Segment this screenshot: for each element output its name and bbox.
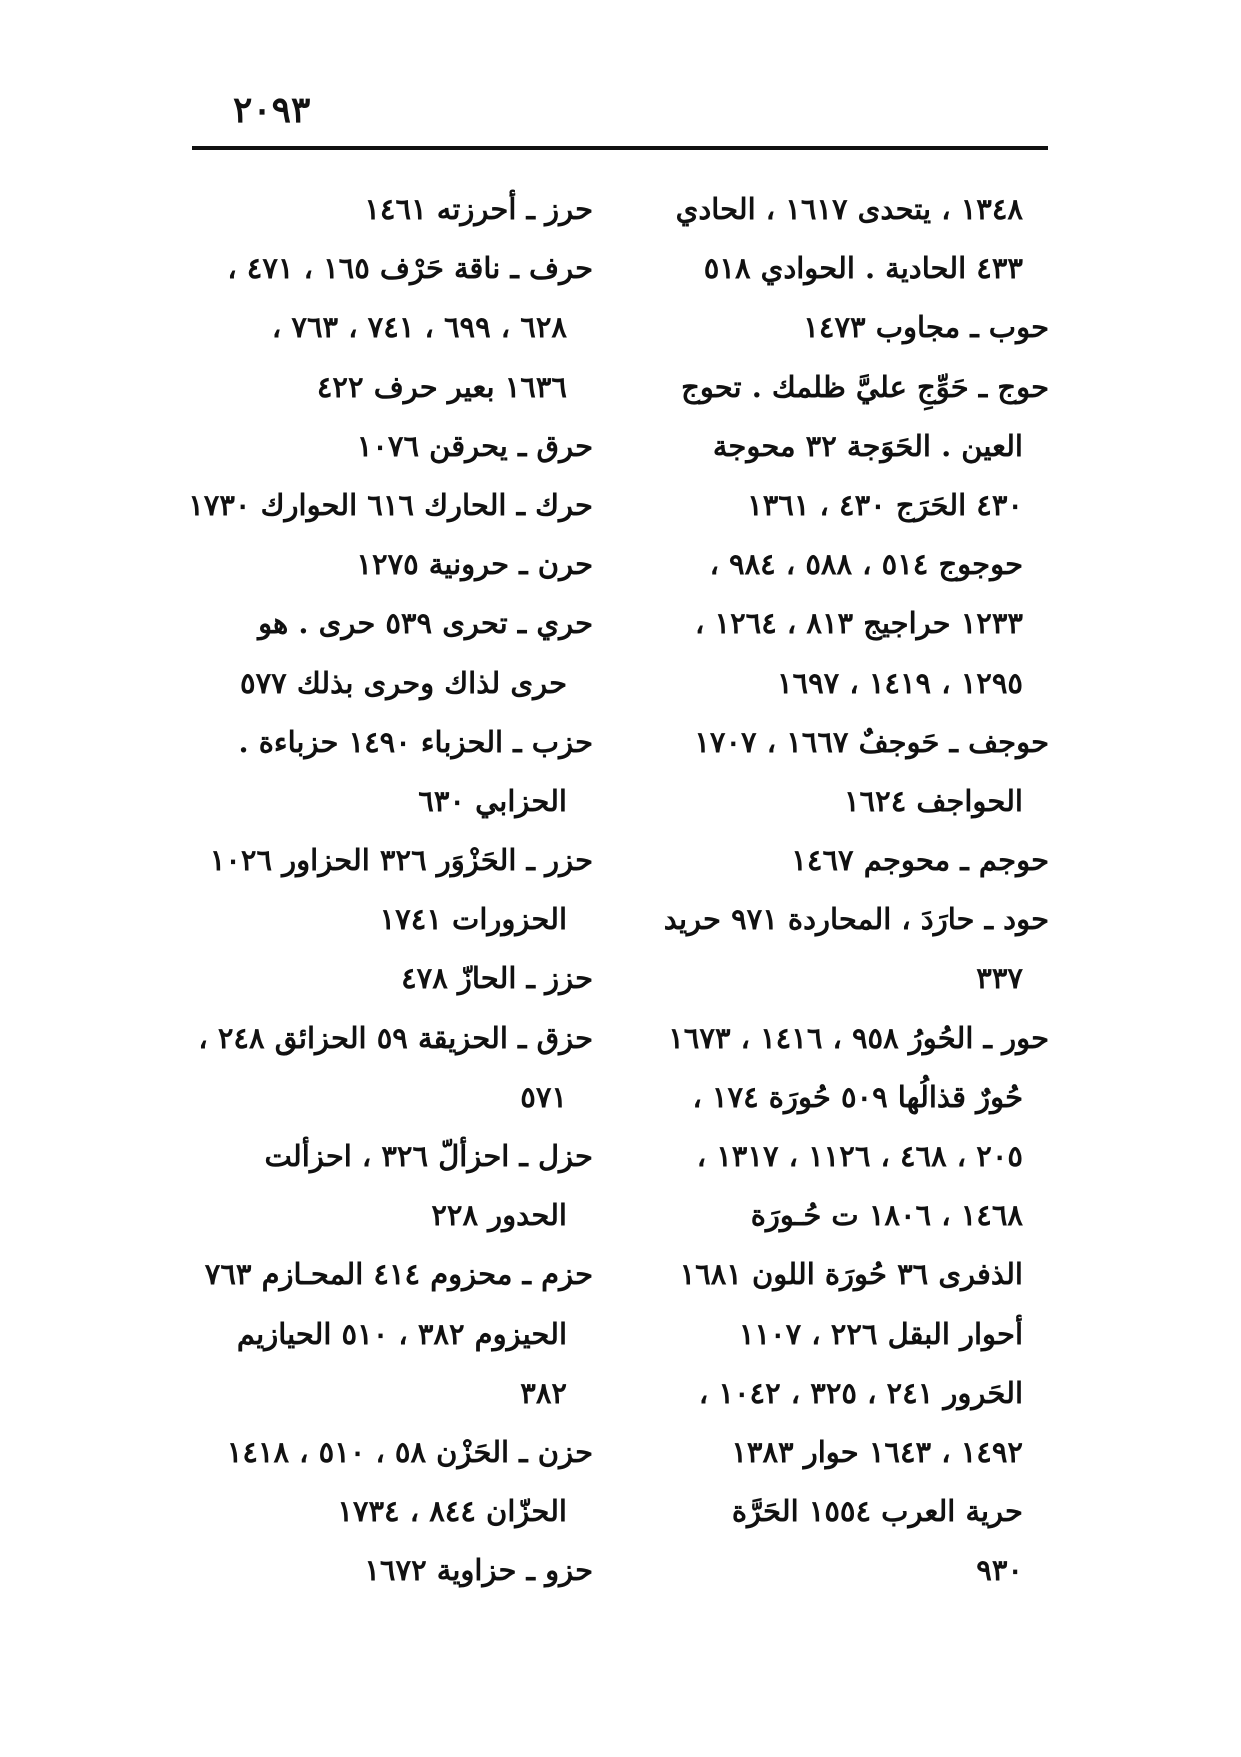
index-entry-line: أحوار البقل ٢٢٦ ، ١١٠٧: [738, 1316, 1023, 1351]
index-entry-line: ٩٣٠: [976, 1553, 1023, 1588]
index-column-left: [163, 180, 593, 1601]
index-entry-line: ٥٧١: [520, 1079, 567, 1114]
index-entry-line: الحَرور ٢٤١ ، ٣٢٥ ، ١٠٤٢ ،: [698, 1375, 1023, 1410]
index-entry-line: حزق ـ الحزيقة ٥٩ الحزائق ٢٤٨ ،: [198, 1020, 593, 1055]
index-entry-line: العين . الحَوَجة ٣٢ محوجة: [712, 428, 1023, 463]
index-entry-line: حُورٌ قذالُها ٥٠٩ حُورَة ١٧٤ ،: [692, 1079, 1023, 1114]
index-entry-line: حرف ـ ناقة حَرْف ١٦٥ ، ٤٧١ ،: [227, 251, 593, 286]
index-entry-line: ١٢٩٥ ، ١٤١٩ ، ١٦٩٧: [776, 665, 1023, 700]
index-entry-line: حرن ـ حرونية ١٢٧٥: [356, 547, 593, 582]
index-entry-line: حزم ـ محزوم ٤١٤ المحـازم ٧٦٣: [204, 1257, 593, 1292]
index-entry-line: حزن ـ الحَزْن ٥٨ ، ٥١٠ ، ١٤١٨: [226, 1434, 593, 1469]
index-entry-line: ١٣٤٨ ، يتحدى ١٦١٧ ، الحادي: [675, 192, 1023, 226]
index-entry-line: حوب ـ مجاوب ١٤٧٣: [803, 310, 1049, 345]
index-entry-line: حرك ـ الحارك ٦١٦ الحوارك ١٧٣٠: [188, 487, 593, 522]
index-entry-line: الحزورات ١٧٤١: [379, 902, 567, 937]
index-entry-line: حوجف ـ حَوجفٌ ١٦٦٧ ، ١٧٠٧: [694, 724, 1049, 759]
index-entry-line: حزب ـ الحزباء ١٤٩٠ حزباءة .: [238, 724, 593, 759]
index-entry-line: حوجم ـ محوجم ١٤٦٧: [791, 843, 1049, 878]
index-entry-line: حود ـ حارَدَ ، المحاردة ٩٧١ حريد: [663, 902, 1049, 937]
index-entry-line: حوج ـ حَوِّجِ عليَّ ظلمك . تحوج: [681, 369, 1049, 404]
index-entry-line: حزر ـ الحَزْوَر ٣٢٦ الحزاور ١٠٢٦: [209, 843, 593, 878]
index-entry-line: حوجوج ٥١٤ ، ٥٨٨ ، ٩٨٤ ،: [709, 547, 1023, 582]
index-column-right: [629, 180, 1049, 1601]
page-number: ٢٠٩٣: [233, 89, 311, 131]
index-entry-line: ١٦٣٦ بعير حرف ٤٢٢: [316, 369, 567, 404]
header-rule: [192, 146, 1048, 150]
index-entry-line: حرية العرب ١٥٥٤ الحَرَّة: [731, 1494, 1023, 1529]
index-entry-line: حزل ـ احزألّ ٣٢٦ ، احزألت: [264, 1139, 593, 1173]
index-entry-line: ١٤٩٢ ، ١٦٤٣ حوار ١٣٨٣: [731, 1434, 1023, 1469]
index-entry-line: ٣٨٢: [520, 1375, 567, 1410]
index-entry-line: حرز ـ أحرزته ١٤٦١: [364, 192, 593, 226]
index-entry-line: الحيزوم ٣٨٢ ، ٥١٠ الحيازيم: [236, 1316, 567, 1351]
index-entry-line: حري ـ تحرى ٥٣٩ حرى . هو: [258, 606, 593, 641]
index-entry-line: الحزابي ٦٣٠: [418, 783, 567, 818]
index-entry-line: الذفرى ٣٦ حُورَة اللون ١٦٨١: [679, 1257, 1023, 1292]
index-entry-line: ٤٣٠ الحَرَج ٤٣٠ ، ١٣٦١: [747, 487, 1023, 522]
index-entry-line: ١٢٣٣ حراجيج ٨١٣ ، ١٢٦٤ ،: [695, 606, 1023, 641]
index-entry-line: الحواجف ١٦٢٤: [843, 783, 1023, 818]
index-entry-line: ٢٠٥ ، ٤٦٨ ، ١١٢٦ ، ١٣١٧ ،: [696, 1139, 1023, 1173]
index-entry-line: حور ـ الحُورُ ٩٥٨ ، ١٤١٦ ، ١٦٧٣: [668, 1020, 1049, 1055]
index-entry-line: ١٤٦٨ ، ١٨٠٦ ت حُـورَة: [750, 1198, 1023, 1233]
index-entry-line: حرق ـ يحرقن ١٠٧٦: [356, 428, 593, 463]
index-entry-line: حزز ـ الحازّ ٤٧٨: [401, 961, 593, 996]
index-entry-line: ٦٢٨ ، ٦٩٩ ، ٧٤١ ، ٧٦٣ ،: [271, 310, 567, 345]
index-entry-line: ٣٣٧: [976, 961, 1023, 996]
index-entry-line: حرى لذاك وحرى بذلك ٥٧٧: [240, 665, 567, 700]
index-entry-line: حزو ـ حزاوية ١٦٧٢: [364, 1553, 593, 1588]
index-entry-line: ٤٣٣ الحادية . الحوادي ٥١٨: [703, 251, 1023, 286]
index-entry-line: الحدور ٢٢٨: [431, 1198, 567, 1233]
index-entry-line: الحزّان ٨٤٤ ، ١٧٣٤: [337, 1494, 567, 1529]
